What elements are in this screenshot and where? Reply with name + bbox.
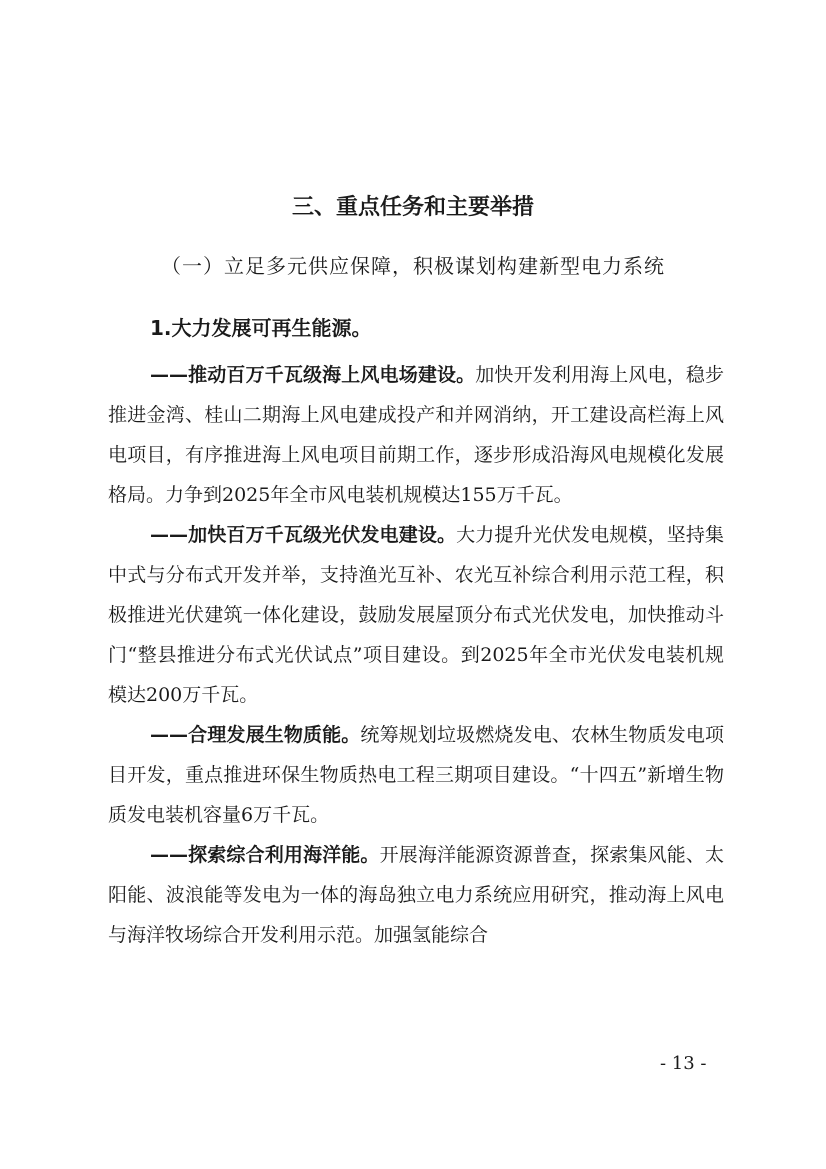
paragraph-text: 开展海洋能源资源普查，探索集风能、太阳能、波浪能等发电为一体的海岛独立电力系统应用研究，推动海上风电与海洋牧场综合开发利用示范。加强氢能综合 [108,844,724,946]
paragraph-lead: ——探索综合利用海洋能。 [150,844,380,866]
paragraph-lead: ——加快百万千瓦级光伏发电建设。 [150,524,457,546]
paragraph-offshore-wind [108,355,724,515]
section-subtitle: （一）立足多元供应保障，积极谋划构建新型电力系统 [161,254,665,278]
paragraph-solar-pv [108,515,724,715]
paragraph-text: 统筹规划垃圾燃烧发电、农林生物质发电项目开发，重点推进环保生物质热电工程三期项目建设。“十四五”新增生物质发电装机容量6万千瓦。 [108,724,724,826]
paragraph-lead: ——推动百万千瓦级海上风电场建设。 [150,364,476,386]
paragraph-ocean-energy [108,835,724,955]
paragraph-text: 大力提升光伏发电规模，坚持集中式与分布式开发并举，支持渔光互补、农光互补综合利用示范工程，积极推进光伏建筑一体化建设，鼓励发展屋顶分布式光伏发电，加快推动斗门“整县推进分布式光伏试点”项目建设。到2025年全市光伏发电装机规模达200万千瓦。 [108,524,724,706]
section-title: 三、重点任务和主要举措 [291,195,534,220]
paragraph-biomass [108,715,724,835]
item-heading: 1.大力发展可再生能源。 [150,316,372,340]
page-number: - 13 - [660,1053,707,1074]
paragraph-lead: ——合理发展生物质能。 [150,724,361,746]
paragraph-text: 加快开发利用海上风电，稳步推进金湾、桂山二期海上风电建成投产和并网消纳，开工建设高栏海上风电项目，有序推进海上风电项目前期工作，逐步形成沿海风电规模化发展格局。力争到2025年全市风电装机规模达155万千瓦。 [108,364,724,506]
body-text [108,355,724,955]
